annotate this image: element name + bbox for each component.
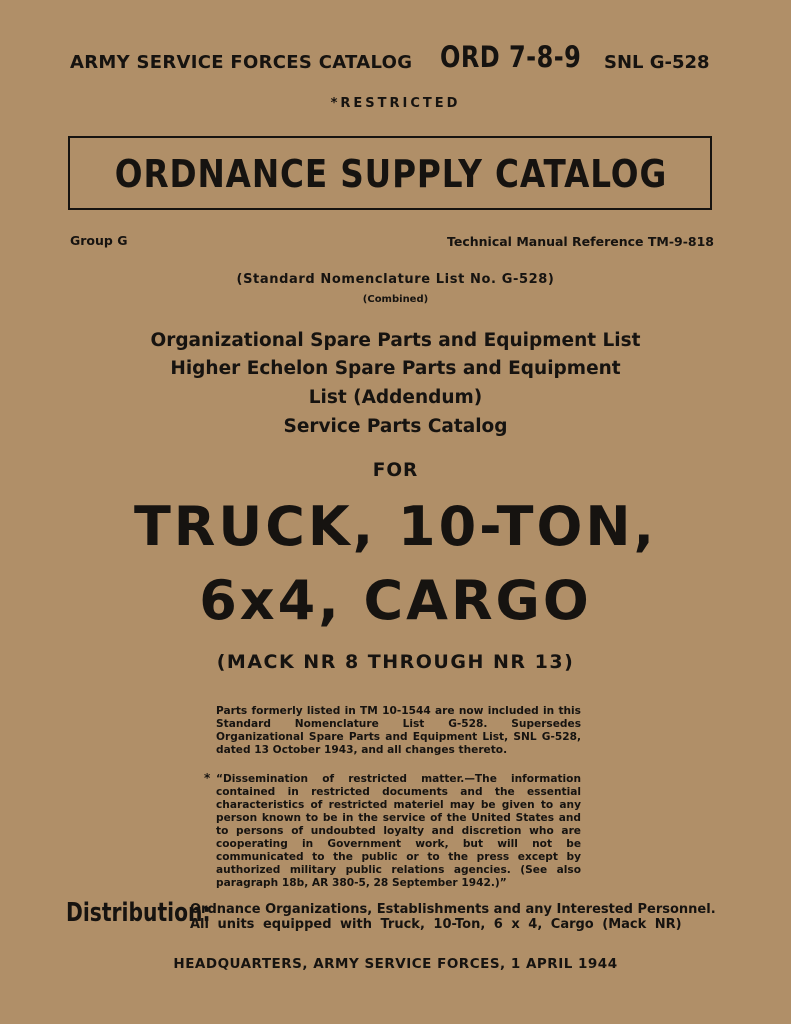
model-range: (MACK NR 8 THROUGH NR 13) (216, 651, 575, 673)
distribution-label: Distribution: (66, 898, 211, 928)
subject-line-1: TRUCK, 10-TON, (133, 495, 658, 558)
parts-note: Parts formerly listed in TM 10-1544 are now included in this Standard Nomenclature List G-528. Supersedes Organizational Spare Parts and Equipment List, SNL G-528, dated 13 October 1943, and all changes thereto. (216, 705, 581, 756)
list-title-1: Organizational Spare Parts and Equipment List (150, 330, 641, 351)
footnote-star: * (204, 771, 211, 785)
catalog-series: ARMY SERVICE FORCES CATALOG (70, 52, 413, 73)
title-box (68, 136, 712, 210)
list-title-2: Higher Echelon Spare Parts and Equipment (170, 358, 621, 379)
snl-line: (Standard Nomenclature List No. G-528) (236, 272, 555, 287)
footer-headquarters: HEADQUARTERS, ARMY SERVICE FORCES, 1 APRIL 1944 (173, 956, 618, 972)
list-title-3: List (Addendum) (308, 387, 483, 408)
subject-line-2: 6x4, CARGO (199, 569, 592, 632)
tech-manual-reference: Technical Manual Reference TM-9-818 (447, 234, 714, 249)
combined-label: (Combined) (362, 294, 429, 305)
distribution-text (190, 902, 718, 932)
group-label: Group G (70, 233, 128, 248)
snl-number: SNL G-528 (604, 52, 710, 73)
catalog-number: ORD 7-8-9 (440, 40, 582, 74)
list-title-4: Service Parts Catalog (283, 416, 508, 437)
for-label: FOR (372, 460, 419, 481)
distribution-line-1: Ordnance Organizations, Establishments and any Interested Personnel. (190, 902, 716, 917)
restricted-label: *RESTRICTED (330, 96, 461, 111)
page-title: ORDNANCE SUPPLY CATALOG (114, 152, 668, 196)
distribution-line-2: All units equipped with Truck, 10-Ton, 6 x 4, Cargo (Mack NR) (190, 917, 682, 932)
dissemination-note: “Dissemination of restricted matter.—The information contained in restricted documents and the essential characteristics of restricted materiel may be given to any person known to be in the service of the United States and to persons of undoubted loyalty and discretion who are cooperating in Government work, but will not be communicated to the public or to the press except by authorized military public relations agencies. (See also paragraph 18b, AR 380-5, 28 September 1942.)” (216, 773, 581, 889)
